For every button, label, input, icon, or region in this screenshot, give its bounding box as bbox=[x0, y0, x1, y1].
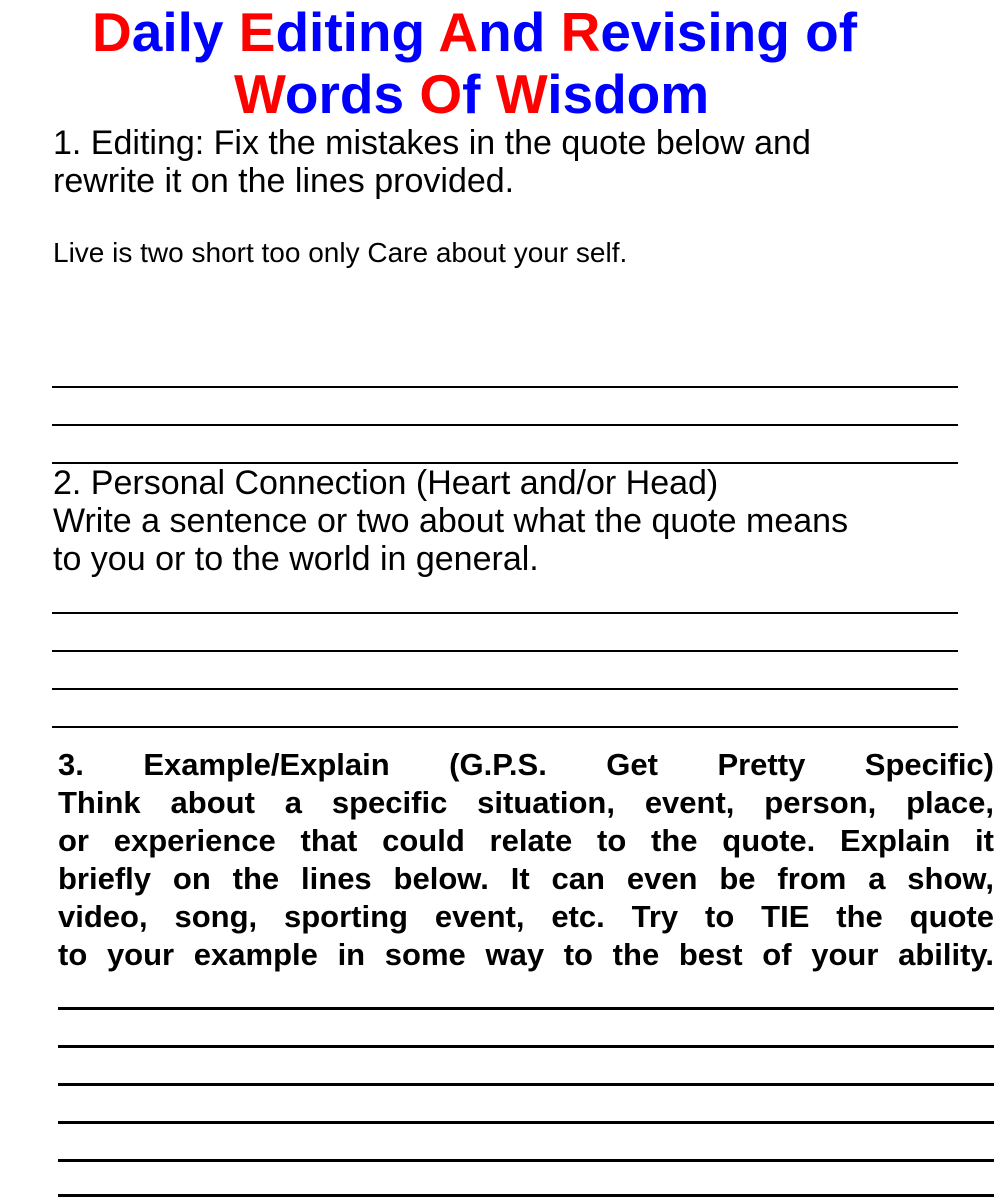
answer-line[interactable] bbox=[58, 1194, 994, 1197]
answer-line[interactable] bbox=[58, 1083, 994, 1086]
section3-instruction-line-1: Think about a specific situation, event, person, place, bbox=[58, 785, 994, 820]
title-word-isdom: isdom bbox=[547, 63, 710, 125]
page-title-line-1 bbox=[0, 1, 1004, 63]
title-cap-e: E bbox=[238, 1, 276, 63]
title-word-evising-of: evising of bbox=[600, 1, 858, 63]
section1-instruction-line-1: 1. Editing: Fix the mistakes in the quote below and bbox=[53, 124, 811, 162]
title-cap-a: A bbox=[438, 1, 479, 63]
title-word-f: f bbox=[462, 63, 496, 125]
section3-instruction-line-2: or experience that could relate to the quote. Explain it bbox=[58, 823, 994, 858]
section1-instruction-line-2: rewrite it on the lines provided. bbox=[53, 162, 515, 200]
answer-line[interactable] bbox=[58, 1159, 994, 1162]
answer-line[interactable] bbox=[58, 1045, 994, 1048]
section3-heading: 3. Example/Explain (G.P.S. Get Pretty Specific) bbox=[58, 747, 994, 782]
answer-line[interactable] bbox=[58, 1007, 994, 1010]
section2-instruction-line-2: to you or to the world in general. bbox=[53, 540, 539, 578]
quote-text: Live is two short too only Care about your self. bbox=[53, 237, 628, 268]
title-cap-r: R bbox=[560, 1, 601, 63]
title-cap-d: D bbox=[92, 1, 132, 63]
section3-instruction-line-5: to your example in some way to the best of your ability. bbox=[58, 937, 994, 972]
title-word-nd: nd bbox=[478, 1, 561, 63]
answer-line[interactable] bbox=[52, 424, 958, 426]
title-cap-w2: W bbox=[495, 63, 548, 125]
answer-line[interactable] bbox=[52, 386, 958, 388]
answer-line[interactable] bbox=[52, 726, 958, 728]
section2-heading: 2. Personal Connection (Heart and/or Head) bbox=[53, 464, 719, 502]
title-word-aily: aily bbox=[131, 1, 239, 63]
answer-line[interactable] bbox=[52, 650, 958, 652]
answer-line[interactable] bbox=[58, 1121, 994, 1124]
page-title-line-2 bbox=[0, 63, 1004, 125]
title-word-ords: ords bbox=[284, 63, 420, 125]
title-cap-o: O bbox=[419, 63, 463, 125]
title-word-diting: diting bbox=[275, 1, 439, 63]
section3-instruction-line-3: briefly on the lines below. It can even be from a show, bbox=[58, 861, 994, 896]
answer-line[interactable] bbox=[52, 612, 958, 614]
section3-instruction-line-4: video, song, sporting event, etc. Try to TIE the quote bbox=[58, 899, 994, 934]
answer-line[interactable] bbox=[52, 688, 958, 690]
section2-instruction-line-1: Write a sentence or two about what the quote means bbox=[53, 502, 849, 540]
title-cap-w: W bbox=[234, 63, 285, 125]
